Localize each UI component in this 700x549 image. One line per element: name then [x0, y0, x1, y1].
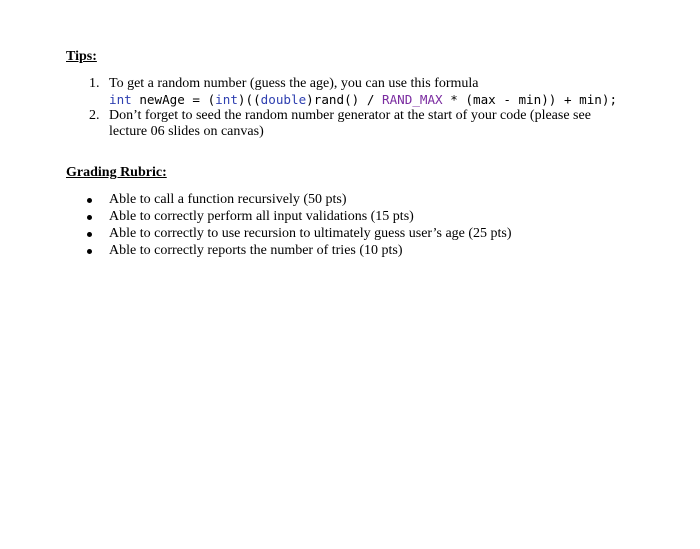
code-token: * (max - min)) + min); — [442, 92, 618, 107]
tip-text-line-2: lecture 06 slides on canvas) — [109, 124, 264, 139]
code-token: int — [215, 92, 238, 107]
rubric-item-text: Able to correctly to use recursion to ultimately guess user’s age (25 pts) — [109, 226, 512, 241]
tip-text-line-1: Don’t forget to seed the random number generator at the start of your code (please see — [109, 108, 591, 123]
bullet-icon — [87, 198, 92, 203]
bullet-icon — [87, 215, 92, 220]
tip-item — [109, 76, 629, 108]
code-token: double — [260, 92, 307, 107]
rubric-heading: Grading Rubric: — [66, 165, 167, 180]
code-token: )(( — [237, 92, 261, 107]
code-token: RAND_MAX — [381, 92, 443, 107]
tip-number: 2. — [89, 108, 100, 123]
tips-heading: Tips: — [66, 49, 97, 64]
tip-number: 1. — [89, 76, 100, 91]
tip-item — [109, 108, 629, 140]
code-token: int — [109, 92, 132, 107]
bullet-icon — [87, 249, 92, 254]
rubric-item-text: Able to correctly perform all input validations (15 pts) — [109, 209, 414, 224]
tip-text: To get a random number (guess the age), you can use this formula — [109, 76, 479, 91]
rubric-item-text: Able to call a function recursively (50 pts) — [109, 192, 347, 207]
code-token: )rand() / — [306, 92, 382, 107]
code-token: newAge = ( — [131, 92, 216, 107]
bullet-icon — [87, 232, 92, 237]
code-formula — [109, 92, 629, 108]
rubric-item-text: Able to correctly reports the number of tries (10 pts) — [109, 243, 403, 258]
